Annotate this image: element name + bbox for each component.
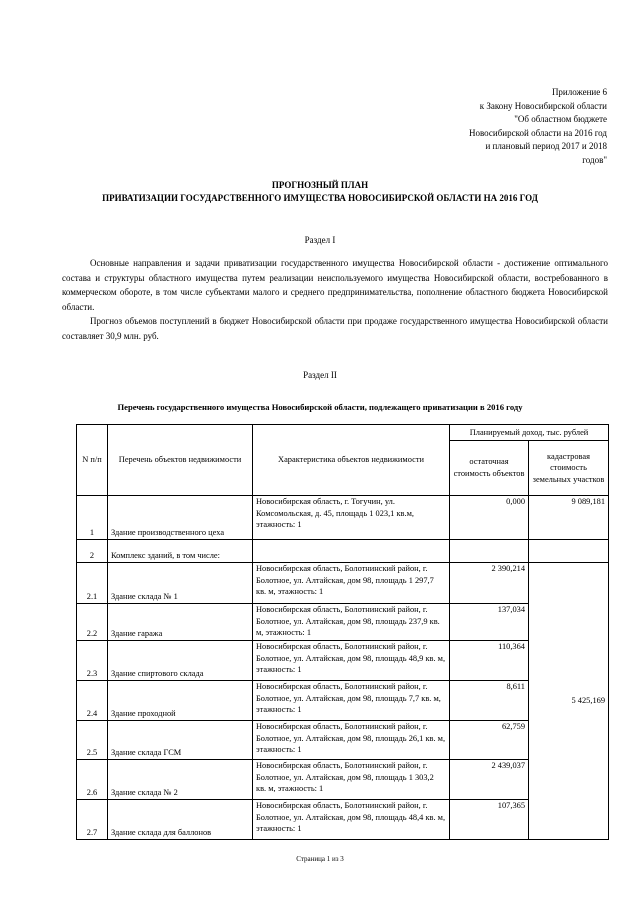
- header-characteristics: Характеристика объектов недвижимости: [253, 425, 450, 496]
- appendix-line: к Закону Новосибирской области: [479, 100, 607, 111]
- row-name: Комплекс зданий, в том числе:: [108, 540, 253, 563]
- row-residual: 0,000: [450, 496, 529, 540]
- header-cadastral: кадастровая стоимость земельных участков: [529, 441, 609, 496]
- page-number: Страница 1 из 3: [296, 855, 344, 863]
- row-residual: 2 439,037: [450, 760, 529, 800]
- header-objects: Перечень объектов недвижимости: [108, 425, 253, 496]
- row-num: 2.2: [77, 604, 108, 641]
- appendix-line: и плановый период 2017 и 2018: [485, 141, 607, 152]
- section-1-paragraph-1: Основные направления и задачи приватизации государственного имущества Новосибирской области - достижение оптимального состава и структуры областного имущества путем реализации неиспользуемого имущества Новосибирской области, востребованного в коммерческом обороте, в том числе субъектами малого и среднего предпринимательства, пополнение областного бюджета Новосибирской области.: [62, 258, 608, 312]
- row-residual: 62,759: [450, 721, 529, 760]
- row-residual: [450, 540, 529, 563]
- row-cadastral: 9 089,181: [529, 496, 609, 540]
- row-characteristics: Новосибирская область, Болотнинский район, г. Болотное, ул. Алтайская, дом 98, площадь 26,1 кв. м, этажность: 1: [253, 721, 450, 760]
- header-residual: остаточная стоимость объектов: [450, 441, 529, 496]
- row-num: 2.7: [77, 800, 108, 840]
- header-planned-income: Планируемый доход, тыс. рублей: [450, 425, 609, 441]
- row-name: Здание гаража: [108, 604, 253, 641]
- row-residual: 2 390,214: [450, 563, 529, 604]
- appendix-line: годов": [582, 154, 607, 165]
- row-characteristics: Новосибирская область, Болотнинский район, г. Болотное, ул. Алтайская, дом 98, площадь 1 303,2 кв. м, этажность: 1: [253, 760, 450, 800]
- section-1-paragraph-2: Прогноз объемов поступлений в бюджет Новосибирской области при продаже государственного имущества Новосибирской области составляет 30,9 млн. руб.: [62, 316, 608, 341]
- row-name: Здание производственного цеха: [108, 496, 253, 540]
- row-characteristics: Новосибирская область, Болотнинский район, г. Болотное, ул. Алтайская, дом 98, площадь 237,9 кв. м, этажность: 1: [253, 604, 450, 641]
- row-residual: 8,611: [450, 681, 529, 721]
- row-characteristics: [253, 540, 450, 563]
- row-characteristics: Новосибирская область, Болотнинский район, г. Болотное, ул. Алтайская, дом 98, площадь 7,7 кв. м, этажность: 1: [253, 681, 450, 721]
- group-cadastral-value: 5 425,169: [529, 563, 609, 840]
- row-residual: 107,365: [450, 800, 529, 840]
- title-line-1: ПРОГНОЗНЫЙ ПЛАН: [271, 180, 369, 190]
- table-row: [77, 563, 609, 604]
- title-line-2: ПРИВАТИЗАЦИИ ГОСУДАРСТВЕННОГО ИМУЩЕСТВА НОВОСИБИРСКОЙ ОБЛАСТИ НА 2016 ГОД: [102, 193, 538, 203]
- appendix-block: [387, 86, 607, 168]
- list-title: Перечень государственного имущества Новосибирской области, подлежащего приватизации в 2016 году: [117, 402, 523, 412]
- document-title: [0, 179, 640, 205]
- row-num: 2.1: [77, 563, 108, 604]
- row-characteristics: Новосибирская область, Болотнинский район, г. Болотное, ул. Алтайская, дом 98, площадь 48,9 кв. м, этажность: 1: [253, 641, 450, 681]
- row-name: Здание склада № 2: [108, 760, 253, 800]
- row-num: 2.4: [77, 681, 108, 721]
- appendix-line: Новосибирской области на 2016 год: [468, 127, 607, 138]
- appendix-line: "Об областном бюджете: [514, 114, 607, 125]
- row-num: 2.3: [77, 641, 108, 681]
- row-name: Здание склада для баллонов: [108, 800, 253, 840]
- row-residual: 110,364: [450, 641, 529, 681]
- row-name: Здание проходной: [108, 681, 253, 721]
- row-cadastral: [529, 540, 609, 563]
- row-num: 1: [77, 496, 108, 540]
- section-1-heading: Раздел I: [304, 235, 336, 245]
- property-table: [76, 424, 609, 840]
- row-characteristics: Новосибирская область, Болотнинский район, г. Болотное, ул. Алтайская, дом 98, площадь 48,4 кв. м, этажность: 1: [253, 800, 450, 840]
- header-num: N п/п: [77, 425, 108, 496]
- row-name: Здание склада № 1: [108, 563, 253, 604]
- row-characteristics: Новосибирская область, г. Тогучин, ул. Комсомольская, д. 45, площадь 1 023,1 кв.м, этажность: 1: [253, 496, 450, 540]
- row-num: 2.5: [77, 721, 108, 760]
- row-name: Здание спиртового склада: [108, 641, 253, 681]
- table-row: [77, 496, 609, 540]
- appendix-line: Приложение 6: [551, 87, 607, 97]
- row-residual: 137,034: [450, 604, 529, 641]
- row-num: 2: [77, 540, 108, 563]
- table-row: [77, 540, 609, 563]
- row-num: 2.6: [77, 760, 108, 800]
- section-2-heading: Раздел II: [303, 370, 337, 380]
- row-characteristics: Новосибирская область, Болотнинский район, г. Болотное, ул. Алтайская, дом 98, площадь 1 297,7 кв. м, этажность: 1: [253, 563, 450, 604]
- row-name: Здание склада ГСМ: [108, 721, 253, 760]
